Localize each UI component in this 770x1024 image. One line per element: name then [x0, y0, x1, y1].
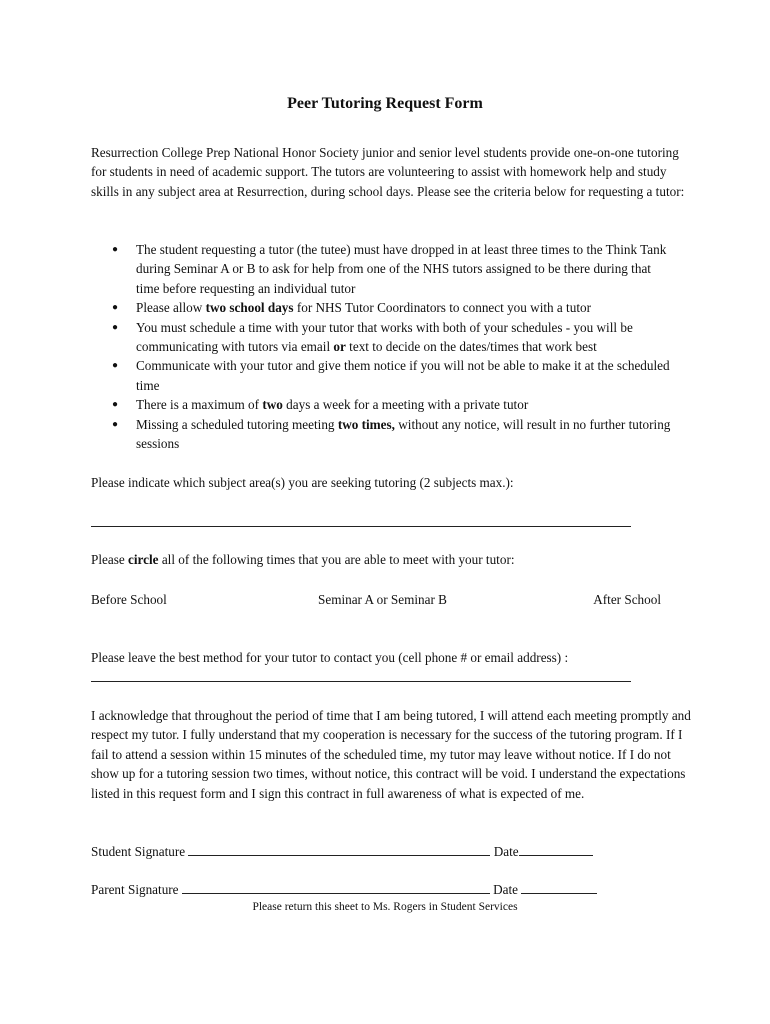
time-option-before-school[interactable]: Before School [91, 592, 167, 607]
intro-paragraph: Resurrection College Prep National Honor Society junior and senior level students provide one-on-one tutoring for students in need of academic support. The tutors are volunteering to assist with homework help and study skills in any subject area at Resurrection, during school days. Please see the criteria below for requesting a tutor: [91, 145, 685, 199]
page-title: Peer Tutoring Request Form [287, 95, 483, 112]
parent-signature-row [91, 880, 691, 900]
list-item: ● There is a maximum of two days a week for a meeting with a private tutor [112, 395, 672, 414]
parent-signature-line[interactable] [182, 881, 490, 894]
subject-prompt: Please indicate which subject area(s) you are seeking tutoring (2 subjects max.): [91, 475, 514, 490]
student-signature-line[interactable] [188, 843, 490, 856]
return-instructions: Please return this sheet to Ms. Rogers in Student Services [252, 901, 518, 913]
criteria-list [112, 240, 672, 453]
subject-answer-line[interactable] [91, 526, 631, 527]
list-item: ● You must schedule a time with your tutor that works with both of your schedules - you will be communicating with tutors via email or text to decide on the dates/times that work best [112, 318, 672, 357]
circle-prompt: Please circle all of the following times that you are able to meet with your tutor: [91, 552, 515, 567]
meeting-times [91, 590, 661, 610]
student-date-label: Date [493, 844, 519, 859]
student-date-line[interactable] [519, 843, 593, 856]
parent-date-line[interactable] [521, 881, 597, 894]
contact-answer-line[interactable] [91, 681, 631, 682]
student-signature-row [91, 842, 691, 862]
list-item: ● Communicate with your tutor and give them notice if you will not be able to make it at the scheduled time [112, 356, 672, 395]
list-item: ● Missing a scheduled tutoring meeting two times, without any notice, will result in no further tutoring sessions [112, 415, 672, 454]
time-option-seminar[interactable]: Seminar A or Seminar B [318, 592, 447, 607]
list-item: ● The student requesting a tutor (the tutee) must have dropped in at least three times to the Think Tank during Seminar A or B to ask for help from one of the NHS tutors assigned to be there during that time before requesting an individual tutor [112, 240, 672, 298]
contact-prompt: Please leave the best method for your tutor to contact you (cell phone # or email address) : [91, 650, 569, 665]
parent-date-label: Date [493, 882, 519, 897]
time-option-after-school[interactable]: After School [593, 592, 661, 607]
parent-signature-label: Parent Signature [91, 882, 179, 897]
student-signature-label: Student Signature [91, 844, 186, 859]
list-item: ● Please allow two school days for NHS Tutor Coordinators to connect you with a tutor [112, 298, 672, 317]
acknowledgement-paragraph: I acknowledge that throughout the period of time that I am being tutored, I will attend each meeting promptly and respect my tutor. I fully understand that my cooperation is necessary for the success of the tutoring program. If I fail to attend a session within 15 minutes of the scheduled time, my tutor may leave without notice. If I do not show up for a tutoring session two times, without notice, this contract will be void. I understand the expectations listed in this request form and I sign this contract in full awareness of what is expected of me. [91, 708, 691, 801]
